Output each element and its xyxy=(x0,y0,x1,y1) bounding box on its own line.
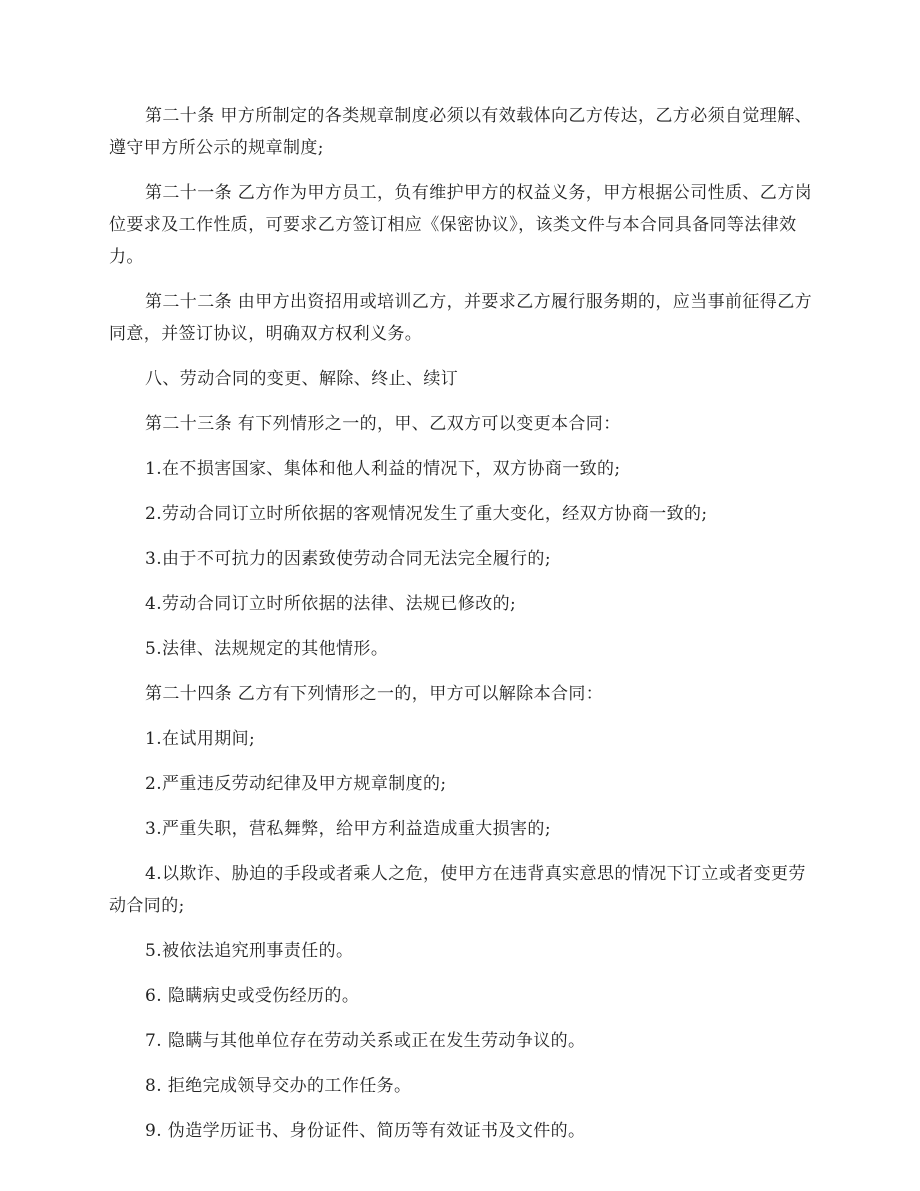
article-23-item-4: 4.劳动合同订立时所依据的法律、法规已修改的; xyxy=(145,594,517,614)
article-24-item-4: 4.以欺诈、胁迫的手段或者乘人之危，使甲方在违背真实意思的情况下订立或者变更劳动合同的; xyxy=(109,864,806,916)
article-23-item-1: 1.在不损害国家、集体和他人利益的情况下，双方协商一致的; xyxy=(145,459,621,479)
article-24-item-7: 7. 隐瞒与其他单位存在劳动关系或正在发生劳动争议的。 xyxy=(145,1031,586,1051)
article-24-item-5: 5.被依法追究刑事责任的。 xyxy=(145,941,354,961)
section-heading-8: 八、劳动合同的变更、解除、终止、续订 xyxy=(145,369,459,389)
article-23: 第二十三条 有下列情形之一的，甲、乙双方可以变更本合同： xyxy=(145,414,621,434)
article-24-item-1: 1.在试用期间; xyxy=(145,729,256,749)
article-24: 第二十四条 乙方有下列情形之一的，甲方可以解除本合同： xyxy=(145,684,604,704)
article-21: 第二十一条 乙方作为甲方员工，负有维护甲方的权益义务，甲方根据公司性质、乙方岗位要求及工作性质，可要求乙方签订相应《保密协议》，该类文件与本合同具备同等法律效力。 xyxy=(109,183,813,267)
article-24-item-2: 2.严重违反劳动纪律及甲方规章制度的; xyxy=(145,774,447,794)
article-24-item-3: 3.严重失职，营私舞弊，给甲方利益造成重大损害的; xyxy=(145,819,551,839)
article-23-item-2: 2.劳动合同订立时所依据的客观情况发生了重大变化，经双方协商一致的; xyxy=(145,504,708,524)
article-23-item-3: 3.由于不可抗力的因素致使劳动合同无法完全履行的; xyxy=(145,549,551,569)
article-22: 第二十二条 由甲方出资招用或培训乙方，并要求乙方履行服务期的，应当事前征得乙方同意，并签订协议，明确双方权利义务。 xyxy=(109,292,813,344)
article-24-item-6: 6. 隐瞒病史或受伤经历的。 xyxy=(145,986,360,1006)
article-20: 第二十条 甲方所制定的各类规章制度必须以有效载体向乙方传达，乙方必须自觉理解、遵守甲方所公示的规章制度; xyxy=(109,106,813,158)
article-23-item-5: 5.法律、法规规定的其他情形。 xyxy=(145,639,389,659)
article-24-item-8: 8. 拒绝完成领导交办的工作任务。 xyxy=(145,1076,412,1096)
article-24-item-9: 9. 伪造学历证书、身份证件、简历等有效证书及文件的。 xyxy=(145,1121,586,1141)
